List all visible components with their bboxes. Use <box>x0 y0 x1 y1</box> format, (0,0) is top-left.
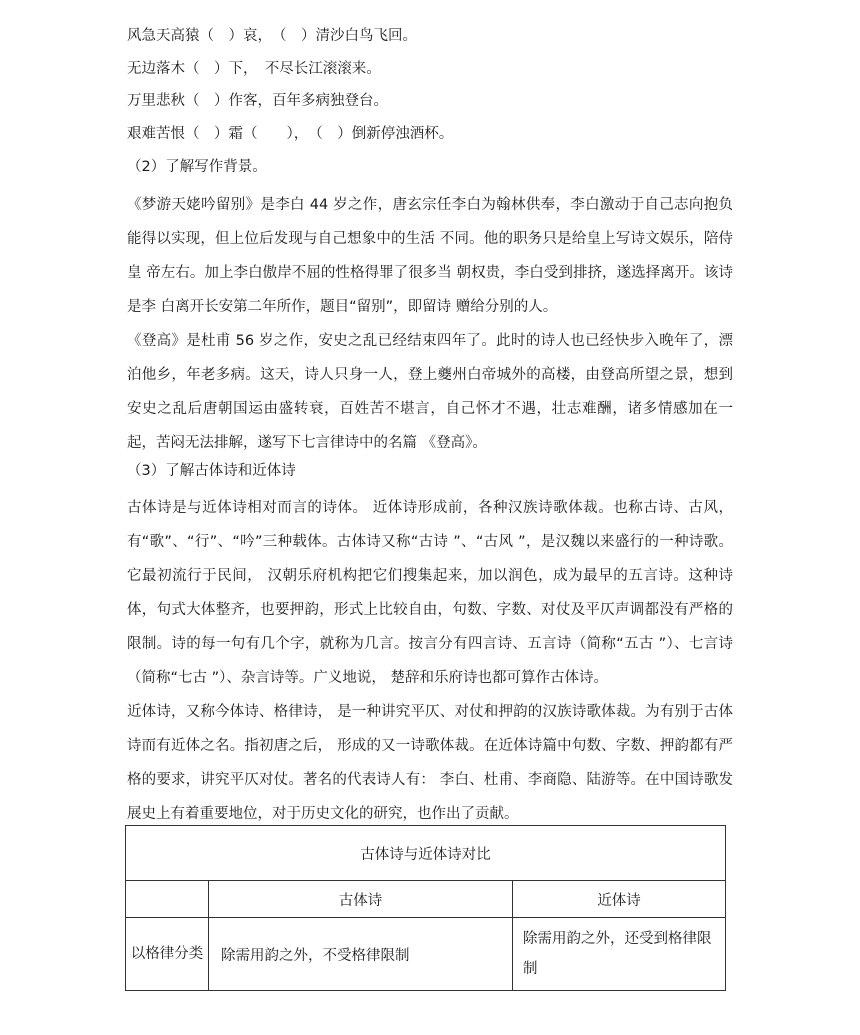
header-jintishi: 近体诗 <box>513 881 726 918</box>
section-2-heading: （2）了解写作背景。 <box>127 159 267 175</box>
cell-gutishi: 除需用韵之外，不受格律限制 <box>209 918 513 991</box>
background-para-li-bai: 《梦游天姥吟留别》是李白 44 岁之作，唐玄宗任李白为翰林供奉，李白激动于自己志向抱负 能得以实现，但上位后发现与自己想象中的生活 不同。他的职务只是给皇上写诗文娱乐，陪侍皇 帝左右。加上李白傲岸不屈的性格得罪了很多当 朝权贵，李白受到排挤，遂选择离开。该诗是李 白离开长安第二年所作，题目“留别”，即留诗 赠给分别的人。 <box>127 197 733 315</box>
jintishi-para: 近体诗，又称今体诗、格律诗， 是一种讲究平仄、对仗和押韵的汉族诗歌体裁。为有别于古体诗而有近体之名。指初唐之后， 形成的又一诗歌体裁。在近体诗篇中句数、字数、押韵都有严格的要求，讲究平仄对仗。著名的代表诗人有： 李白、杜甫、李商隐、陆游等。在中国诗歌发展史上有着重要地位，对于历史文化的研究，也作出了贡献。 <box>127 704 733 822</box>
poem-line-2: 无边落木（ ）下， 不尽长江滚滚来。 <box>127 61 381 77</box>
header-gutishi: 古体诗 <box>209 881 513 918</box>
poem-line-1: 风急天高猿（ ）哀， （ ）清沙白鸟飞回。 <box>127 28 417 44</box>
background-section <box>127 188 733 460</box>
comparison-table <box>125 825 726 991</box>
poetry-section <box>127 491 733 831</box>
row-label: 以格律分类 <box>126 918 209 991</box>
section-3-heading: （3）了解古体诗和近体诗 <box>127 463 296 479</box>
gutishi-para: 古体诗是与近体诗相对而言的诗体。 近体诗形成前，各种汉族诗歌体裁。也称古诗、古风，有“歌”、“行”、“吟”三种载体。古体诗又称“古诗 ”、“古风 ”，是汉魏以来盛行的一种诗歌。它最初流行于民间， 汉朝乐府机构把它们搜集起来，加以润色，成为最早的五言诗。这种诗体，句式大体整齐，也要押韵，形式上比较自由，句数、字数、对仗及平仄声调都没有严格的限制。诗的每一句有几个字，就称为几言。按言分有四言诗、五言诗（简称“五古 ”）、七言诗（简称“七古 ”）、杂言诗等。广义地说， 楚辞和乐府诗也都可算作古体诗。 <box>127 500 733 686</box>
table-title: 古体诗与近体诗对比 <box>126 826 726 881</box>
table-title-row <box>126 826 726 881</box>
table-row <box>126 918 726 991</box>
background-para-du-fu: 《登高》是杜甫 56 岁之作，安史之乱已经结束四年了。此时的诗人也已经快步入晚年了，漂泊他乡，年老多病。这天，诗人只身一人，登上夔州白帝城外的高楼，由登高所望之景，想到安史之乱后唐朝国运由盛转衰，百姓苦不堪言，自己怀才不遇，壮志难酬，诸多情感加在一起，苦闷无法排解，遂写下七言律诗中的名篇 《登高》。 <box>127 333 733 451</box>
poem-line-3: 万里悲秋（ ）作客，百年多病独登台。 <box>127 93 388 109</box>
table-header-row <box>126 881 726 918</box>
poem-line-4: 艰难苦恨（ ）霜（ ）， （ ）倒新停浊酒杯。 <box>127 126 454 142</box>
header-empty-cell <box>126 881 209 918</box>
cell-jintishi: 除需用韵之外，还受到格律限制 <box>513 918 726 991</box>
